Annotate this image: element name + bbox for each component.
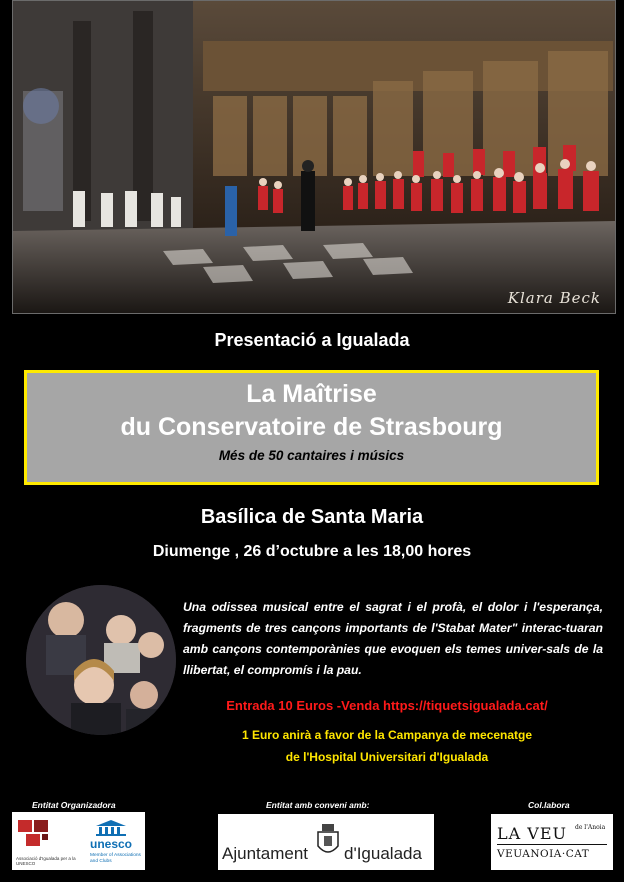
unesco-sub: Member of Associations and Clubs bbox=[90, 853, 141, 864]
children-singing-illustration bbox=[26, 585, 176, 735]
hero-photo bbox=[12, 0, 616, 314]
title-line-2: du Conservatoire de Strasbourg bbox=[120, 413, 503, 441]
donation-line-1: 1 Euro anirà a favor de la Campanya de mecenatge bbox=[241, 728, 533, 742]
ticket-info[interactable]: Entrada 10 Euros -Venda https://tiquetsigualada.cat/ bbox=[226, 698, 548, 713]
agreement-label: Entitat amb conveni amb: bbox=[266, 800, 370, 810]
unesco-temple-icon bbox=[96, 820, 126, 836]
title-tagline: Més de 50 cantaires i músics bbox=[218, 448, 405, 463]
children-photo bbox=[26, 585, 176, 735]
laveu-bottom-text: VEUANOIA·CAT bbox=[497, 848, 590, 860]
laveu-logo bbox=[491, 814, 613, 870]
collab-label: Col.labora bbox=[528, 800, 570, 810]
organizer-label: Entitat Organizadora bbox=[32, 800, 116, 810]
coat-of-arms-icon bbox=[316, 824, 340, 858]
organizer-logos bbox=[12, 812, 145, 870]
laveu-top-text: LA VEU bbox=[497, 824, 567, 843]
donation-line-2: de l'Hospital Universitari d'Igualada bbox=[285, 750, 489, 764]
laveu-divider bbox=[497, 844, 607, 845]
title-line-1: La Maîtrise bbox=[246, 380, 377, 408]
title-box bbox=[24, 370, 599, 485]
ajuntament-logo bbox=[218, 814, 434, 870]
photographer-signature: Klara Beck bbox=[507, 289, 601, 307]
description: Una odissea musical entre el sagrat i el profà, el dolor i l'esperança, fragments de tres cançons importants de l'Stabat Mater" interac-tuaran amb cançons contemporànies que evoquen els temes univer-sals de la llibertat, el compromís i la pau. bbox=[183, 600, 603, 677]
subtitle: Presentació a Igualada bbox=[214, 330, 410, 350]
event-date: Diumenge , 26 d’octubre a les 18,00 hores bbox=[152, 543, 472, 560]
unesco-wordmark: unesco bbox=[90, 837, 133, 851]
ajuntament-right-text: d'Igualada bbox=[344, 844, 422, 863]
cathedral-choir-illustration bbox=[13, 1, 615, 313]
ajuntament-left-text: Ajuntament bbox=[222, 844, 308, 863]
association-name: Associació d'Igualada per a la UNESCO bbox=[16, 856, 76, 866]
laveu-de-text: de l'Anoia bbox=[575, 824, 606, 831]
venue: Basílica de Santa Maria bbox=[200, 506, 424, 528]
